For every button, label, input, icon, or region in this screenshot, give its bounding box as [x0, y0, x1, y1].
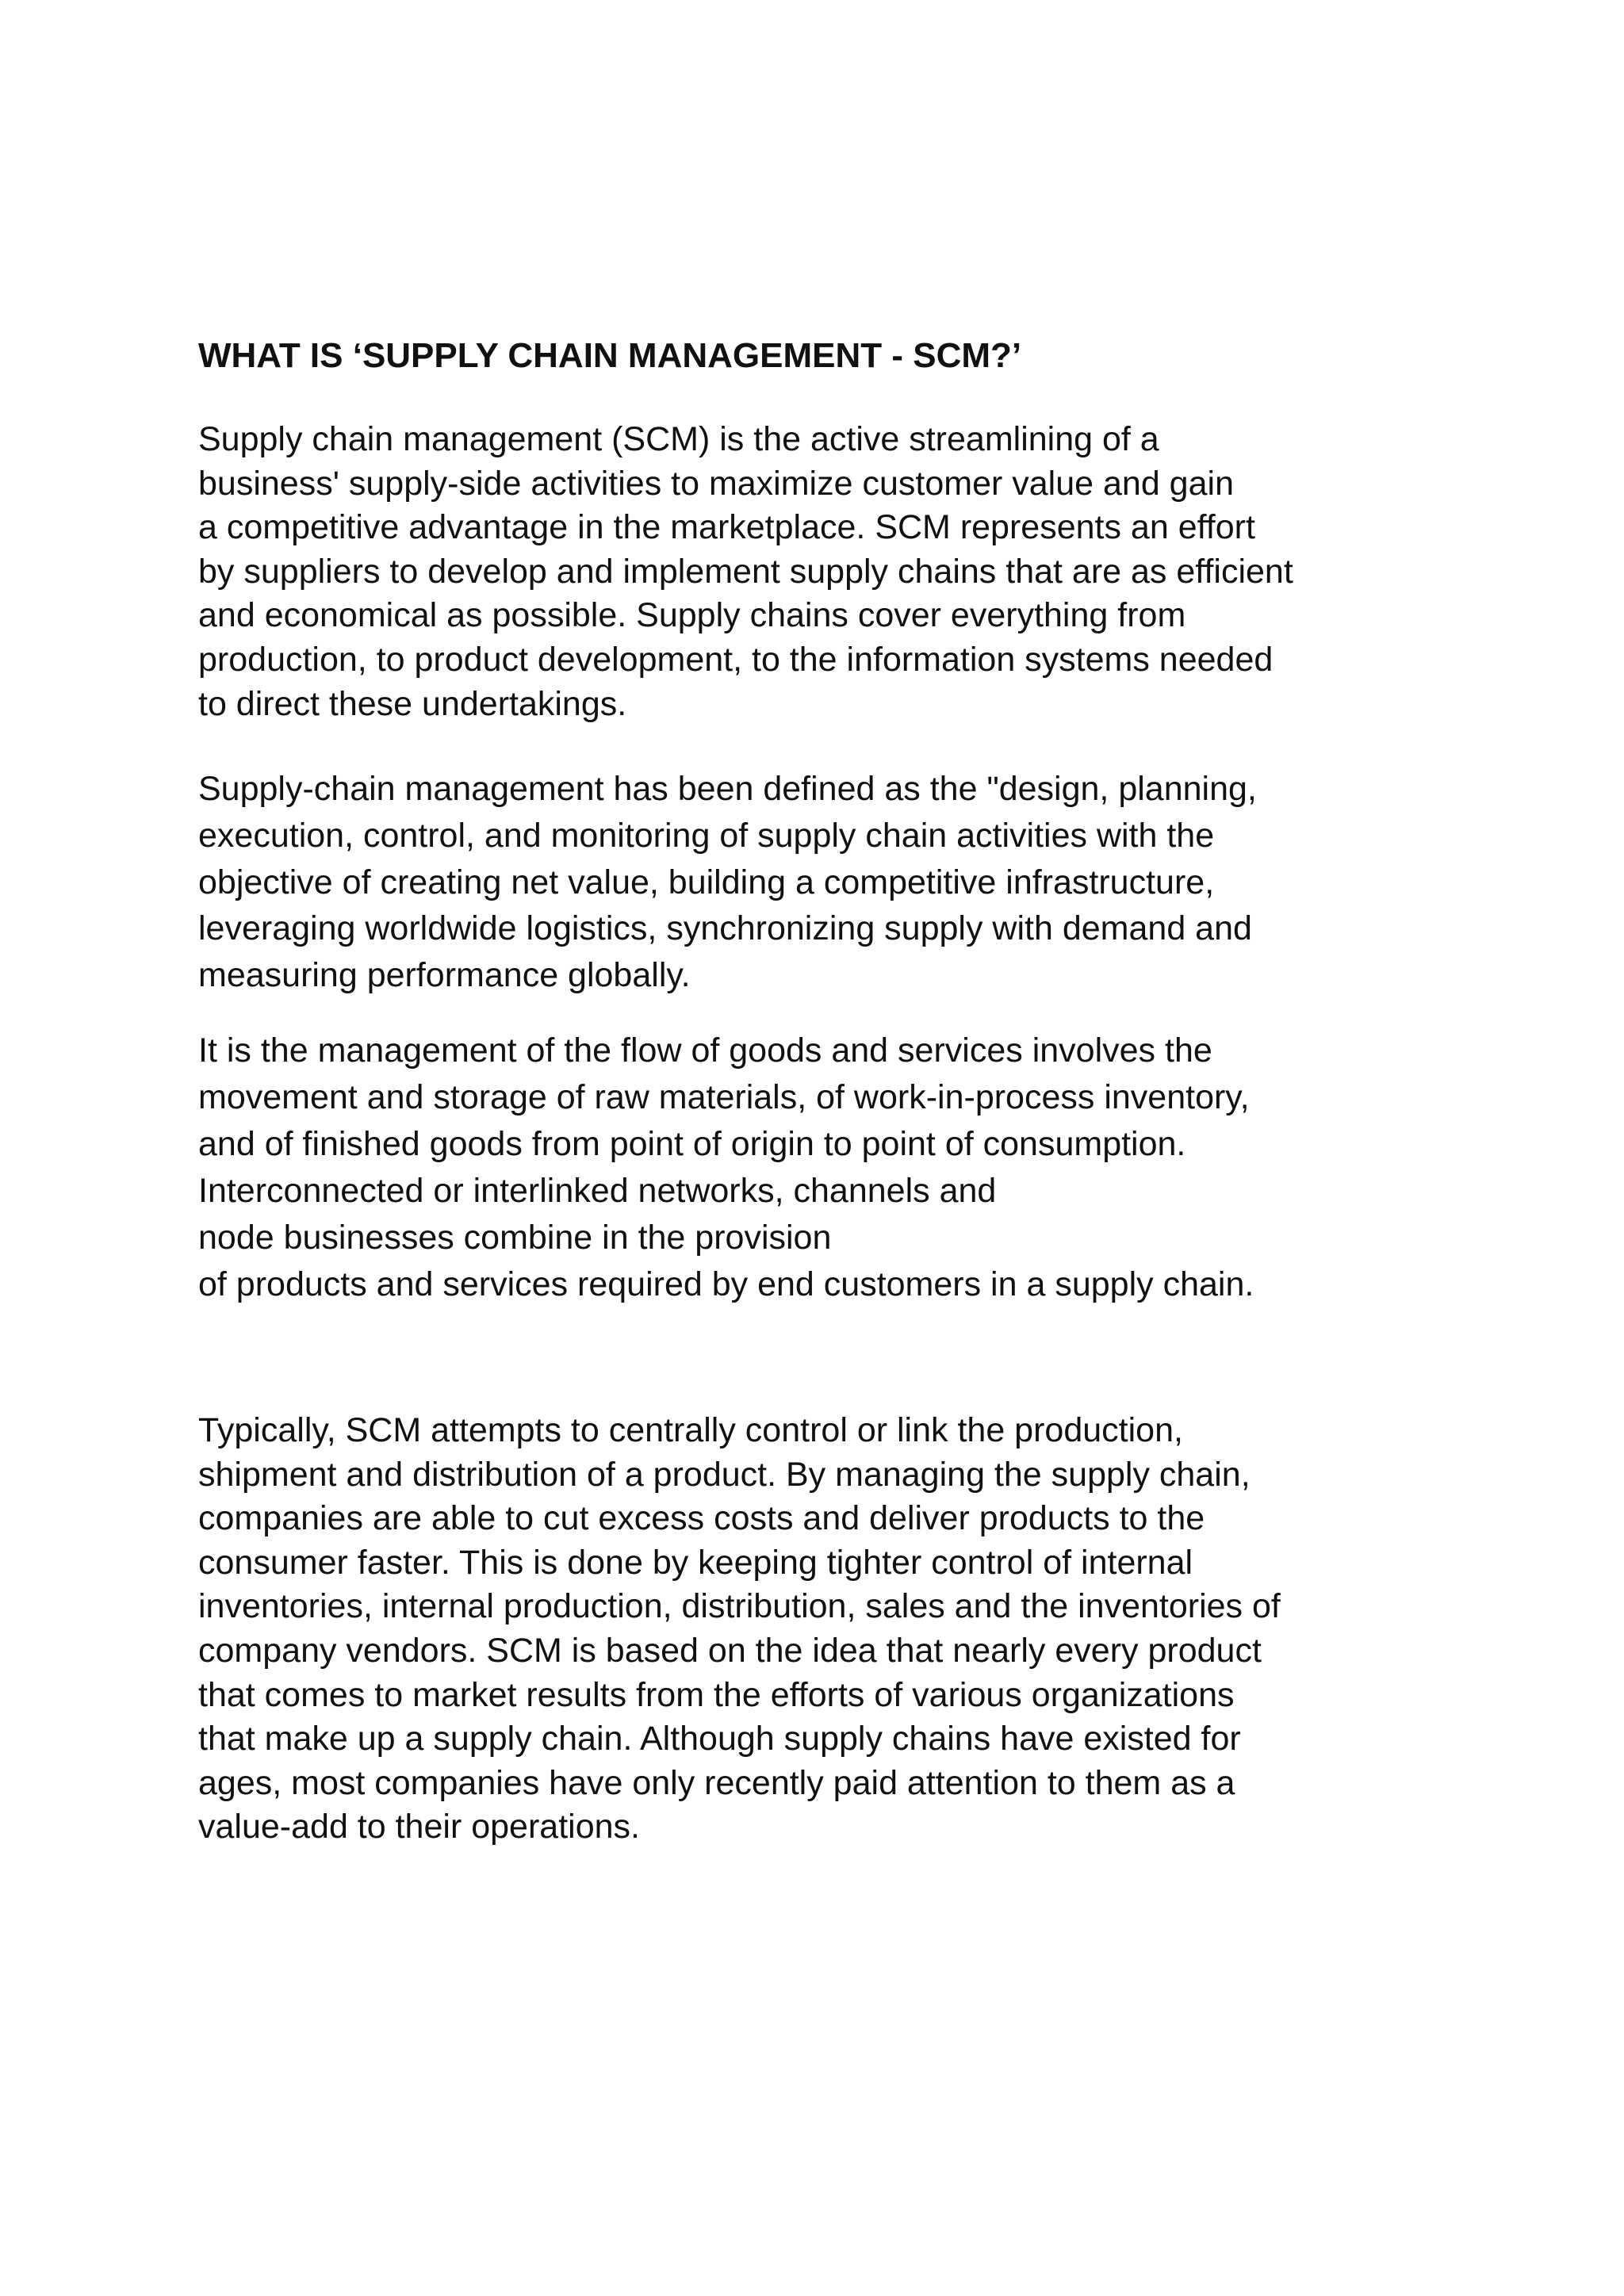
- text-line: Interconnected or interlinked networks, channels and: [198, 1172, 997, 1210]
- text-line: execution, control, and monitoring of supply chain activities with the: [198, 816, 1215, 855]
- text-line: that make up a supply chain. Although supply chains have existed for: [198, 1720, 1241, 1758]
- text-line: value-add to their operations.: [198, 1808, 640, 1846]
- paragraph-scm-typical-practice: [198, 1409, 1281, 1850]
- text-line: node businesses combine in the provision: [198, 1219, 832, 1257]
- text-line: Typically, SCM attempts to centrally control or link the production,: [198, 1411, 1183, 1449]
- text-line: ages, most companies have only recently paid attention to them as a: [198, 1763, 1235, 1802]
- text-line: consumer faster. This is done by keeping tighter control of internal: [198, 1543, 1193, 1582]
- text-line: Supply chain management (SCM) is the active streamlining of a: [198, 420, 1159, 458]
- paragraph-scm-definition: [198, 418, 1293, 726]
- text-line: company vendors. SCM is based on the idea that nearly every product: [198, 1631, 1262, 1670]
- text-line: measuring performance globally.: [198, 956, 691, 995]
- text-line: by suppliers to develop and implement supply chains that are as efficient: [198, 552, 1293, 591]
- text-line: It is the management of the flow of goods and services involves the: [198, 1031, 1212, 1070]
- text-line: a competitive advantage in the marketplace. SCM represents an effort: [198, 508, 1255, 547]
- text-line: Supply-chain management has been defined as the "design, planning,: [198, 770, 1257, 808]
- text-line: production, to product development, to the information systems needed: [198, 640, 1274, 679]
- text-line: movement and storage of raw materials, of work-in-process inventory,: [198, 1078, 1250, 1116]
- paragraph-flow-of-goods: [198, 1027, 1254, 1308]
- text-line: to direct these undertakings.: [198, 684, 627, 723]
- text-line: and of finished goods from point of origin to point of consumption.: [198, 1125, 1186, 1163]
- text-line: objective of creating net value, building a competitive infrastructure,: [198, 863, 1215, 901]
- text-line: inventories, internal production, distribution, sales and the inventories of: [198, 1587, 1281, 1626]
- text-line: leveraging worldwide logistics, synchronizing supply with demand and: [198, 909, 1252, 948]
- text-line: shipment and distribution of a product. By managing the supply chain,: [198, 1455, 1251, 1494]
- text-line: business' supply-side activities to maximize customer value and gain: [198, 464, 1234, 503]
- text-line: and economical as possible. Supply chains cover everything from: [198, 596, 1186, 635]
- text-line: that comes to market results from the efforts of various organizations: [198, 1675, 1235, 1714]
- text-line: of products and services required by end customers in a supply chain.: [198, 1265, 1254, 1303]
- document-title: WHAT IS ‘SUPPLY CHAIN MANAGEMENT - SCM?’: [198, 336, 1022, 375]
- text-line: companies are able to cut excess costs and deliver products to the: [198, 1499, 1205, 1538]
- paragraph-scm-formal-definition: [198, 766, 1257, 999]
